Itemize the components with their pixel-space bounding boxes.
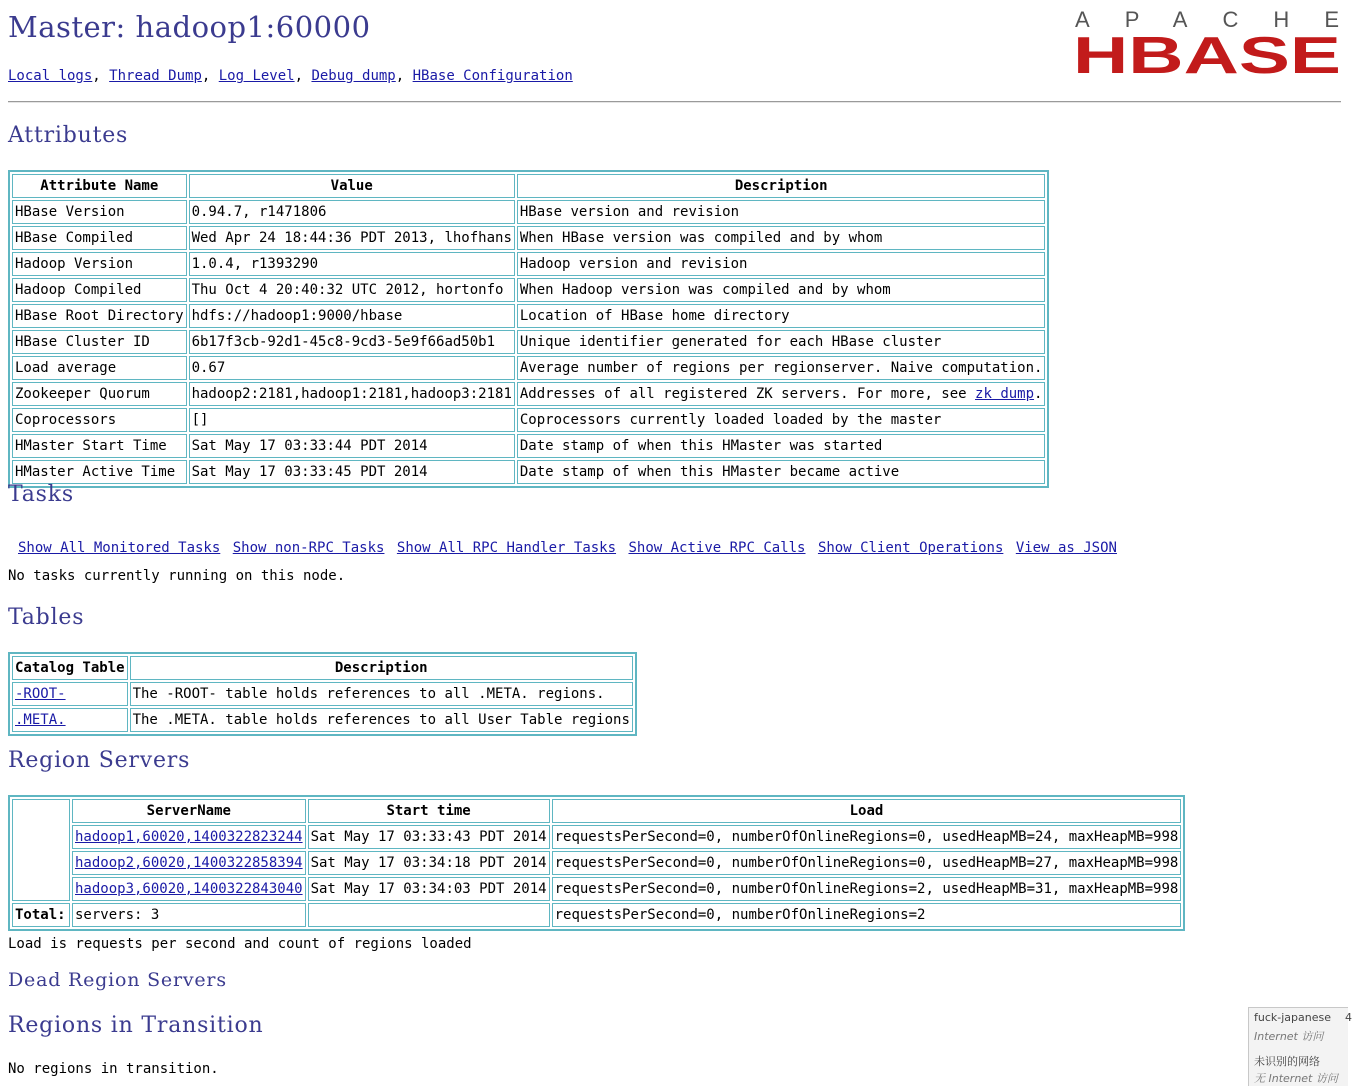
header-divider: [8, 101, 1341, 103]
meta-table-link[interactable]: .META.: [15, 712, 66, 728]
logo-hbase-text: HBASE: [1073, 27, 1341, 85]
table-row: [12, 200, 1045, 224]
attr-description: Location of HBase home directory: [517, 304, 1046, 328]
table-row: [12, 434, 1045, 458]
task-links: [18, 540, 1121, 556]
attr-name: HMaster Start Time: [12, 434, 187, 458]
total-row: [12, 903, 1181, 927]
col-catalog-description: Description: [130, 656, 633, 680]
dead-region-servers-heading: Dead Region Servers: [8, 969, 227, 991]
attr-name: Hadoop Version: [12, 252, 187, 276]
network2-status: 无 Internet 访问: [1254, 1072, 1338, 1085]
col-load: Load: [552, 799, 1182, 823]
attr-description: Date stamp of when this HMaster was started: [517, 434, 1046, 458]
attr-description: Date stamp of when this HMaster became active: [517, 460, 1046, 484]
attr-description-text: Addresses of all registered ZK servers. For more, see: [519, 386, 976, 402]
attr-value: 0.94.7, r1471806: [189, 200, 515, 224]
attr-value: hadoop2:2181,hadoop1:2181,hadoop3:2181: [189, 382, 515, 406]
catalog-tables-table: [8, 652, 637, 736]
log-level-link[interactable]: Log Level: [218, 68, 295, 84]
server-name-cell: [72, 825, 306, 849]
col-start-time: Start time: [308, 799, 550, 823]
tasks-heading: Tasks: [8, 482, 74, 507]
attr-name: Zookeeper Quorum: [12, 382, 187, 406]
load-note: Load is requests per second and count of regions loaded: [8, 936, 472, 952]
table-row: [12, 825, 1181, 849]
attr-name: HBase Cluster ID: [12, 330, 187, 354]
col-server-name: ServerName: [72, 799, 306, 823]
network1-name: fuck-japanese: [1254, 1011, 1331, 1024]
apache-hbase-logo: [1073, 6, 1341, 85]
attr-value: 6b17f3cb-92d1-45c8-9cd3-5e9f66ad50b1: [189, 330, 515, 354]
total-load: requestsPerSecond=0, numberOfOnlineRegions=2: [552, 903, 1182, 927]
show-rpc-handler-tasks-link[interactable]: Show All RPC Handler Tasks: [396, 540, 617, 556]
server-start-time: Sat May 17 03:33:43 PDT 2014: [308, 825, 550, 849]
attr-description: Coprocessors currently loaded loaded by the master: [517, 408, 1046, 432]
top-links: Local logs, Thread Dump, Log Level, Debug dump, HBase Configuration: [8, 68, 573, 84]
server-load: requestsPerSecond=0, numberOfOnlineRegions=0, usedHeapMB=24, maxHeapMB=998: [552, 825, 1182, 849]
total-start-time: [308, 903, 550, 927]
tables-heading: Tables: [8, 605, 85, 630]
view-as-json-link[interactable]: View as JSON: [1015, 540, 1117, 556]
show-active-rpc-calls-link[interactable]: Show Active RPC Calls: [628, 540, 806, 556]
catalog-name-cell: [12, 708, 128, 732]
attr-value: hdfs://hadoop1:9000/hbase: [189, 304, 515, 328]
table-row: [12, 382, 1045, 406]
table-row: [12, 408, 1045, 432]
catalog-header-row: [12, 656, 633, 680]
region-servers-header-row: [12, 799, 1181, 823]
attr-description: When Hadoop version was compiled and by whom: [517, 278, 1046, 302]
server-link[interactable]: hadoop3,60020,1400322843040: [75, 881, 303, 897]
server-load: requestsPerSecond=0, numberOfOnlineRegions=0, usedHeapMB=27, maxHeapMB=998: [552, 851, 1182, 875]
region-servers-heading: Region Servers: [8, 748, 191, 773]
debug-dump-link[interactable]: Debug dump: [311, 68, 396, 84]
attr-value: Wed Apr 24 18:44:36 PDT 2013, lhofhans: [189, 226, 515, 250]
network2-name: 未识别的网络: [1254, 1055, 1320, 1068]
show-all-monitored-tasks-link[interactable]: Show All Monitored Tasks: [18, 540, 221, 556]
attr-value: 1.0.4, r1393290: [189, 252, 515, 276]
server-name-cell: [72, 877, 306, 901]
table-row: [12, 252, 1045, 276]
server-name-cell: [72, 851, 306, 875]
table-row: [12, 330, 1045, 354]
attr-name: HBase Compiled: [12, 226, 187, 250]
attr-name: HBase Root Directory: [12, 304, 187, 328]
attributes-heading: Attributes: [8, 123, 129, 148]
col-catalog-table: Catalog Table: [12, 656, 128, 680]
zk-suffix: .: [1034, 386, 1043, 402]
no-regions-text: No regions in transition.: [8, 1061, 219, 1077]
show-non-rpc-tasks-link[interactable]: Show non-RPC Tasks: [232, 540, 385, 556]
attr-name: HBase Version: [12, 200, 187, 224]
attr-description: [517, 382, 1046, 406]
attr-description: Average number of regions per regionserver. Naive computation.: [517, 356, 1046, 380]
attr-value: Thu Oct 4 20:40:32 UTC 2012, hortonfo: [189, 278, 515, 302]
catalog-name-cell: [12, 682, 128, 706]
attr-name: Coprocessors: [12, 408, 187, 432]
thread-dump-link[interactable]: Thread Dump: [109, 68, 202, 84]
table-row: [12, 278, 1045, 302]
catalog-description: The .META. table holds references to all User Table regions: [130, 708, 633, 732]
regions-in-transition-heading: Regions in Transition: [8, 1013, 264, 1038]
attr-description: When HBase version was compiled and by whom: [517, 226, 1046, 250]
total-label: Total:: [12, 903, 70, 927]
logo-apache-text: APACHE: [1075, 7, 1339, 32]
server-load: requestsPerSecond=0, numberOfOnlineRegions=2, usedHeapMB=31, maxHeapMB=998: [552, 877, 1182, 901]
attr-value: Sat May 17 03:33:45 PDT 2014: [189, 460, 515, 484]
attr-description: HBase version and revision: [517, 200, 1046, 224]
server-link[interactable]: hadoop1,60020,1400322823244: [75, 829, 303, 845]
attr-value: Sat May 17 03:33:44 PDT 2014: [189, 434, 515, 458]
attr-value: []: [189, 408, 515, 432]
col-attribute-name: Attribute Name: [12, 174, 187, 198]
attr-name: Hadoop Compiled: [12, 278, 187, 302]
table-row: [12, 460, 1045, 484]
server-start-time: Sat May 17 03:34:18 PDT 2014: [308, 851, 550, 875]
col-value: Value: [189, 174, 515, 198]
page-title: Master: hadoop1:60000: [8, 10, 371, 44]
region-servers-spacer-cell: [12, 799, 70, 901]
table-row: [12, 356, 1045, 380]
table-row: [12, 877, 1181, 901]
server-link[interactable]: hadoop2,60020,1400322858394: [75, 855, 303, 871]
root-table-link[interactable]: -ROOT-: [15, 686, 66, 702]
col-description: Description: [517, 174, 1046, 198]
table-row: [12, 682, 633, 706]
attr-value: 0.67: [189, 356, 515, 380]
attr-name: Load average: [12, 356, 187, 380]
total-servers: servers: 3: [72, 903, 306, 927]
attributes-table: [8, 170, 1049, 488]
catalog-description: The -ROOT- table holds references to all .META. regions.: [130, 682, 633, 706]
network-notification[interactable]: [1248, 1007, 1352, 1086]
hbase-configuration-link[interactable]: HBase Configuration: [412, 68, 573, 84]
region-servers-table: [8, 795, 1185, 931]
attr-name: HMaster Active Time: [12, 460, 187, 484]
table-row: [12, 851, 1181, 875]
attr-description: Unique identifier generated for each HBase cluster: [517, 330, 1046, 354]
attributes-header-row: [12, 174, 1045, 198]
table-row: [12, 226, 1045, 250]
local-logs-link[interactable]: Local logs: [8, 68, 93, 84]
no-tasks-text: No tasks currently running on this node.: [8, 568, 346, 584]
server-start-time: Sat May 17 03:34:03 PDT 2014: [308, 877, 550, 901]
table-row: [12, 708, 633, 732]
attr-description: Hadoop version and revision: [517, 252, 1046, 276]
table-row: [12, 304, 1045, 328]
network1-number: 4: [1345, 1011, 1352, 1024]
show-client-operations-link[interactable]: Show Client Operations: [817, 540, 1004, 556]
network1-status: Internet 访问: [1254, 1030, 1324, 1043]
zk-dump-link[interactable]: zk dump: [975, 386, 1035, 402]
